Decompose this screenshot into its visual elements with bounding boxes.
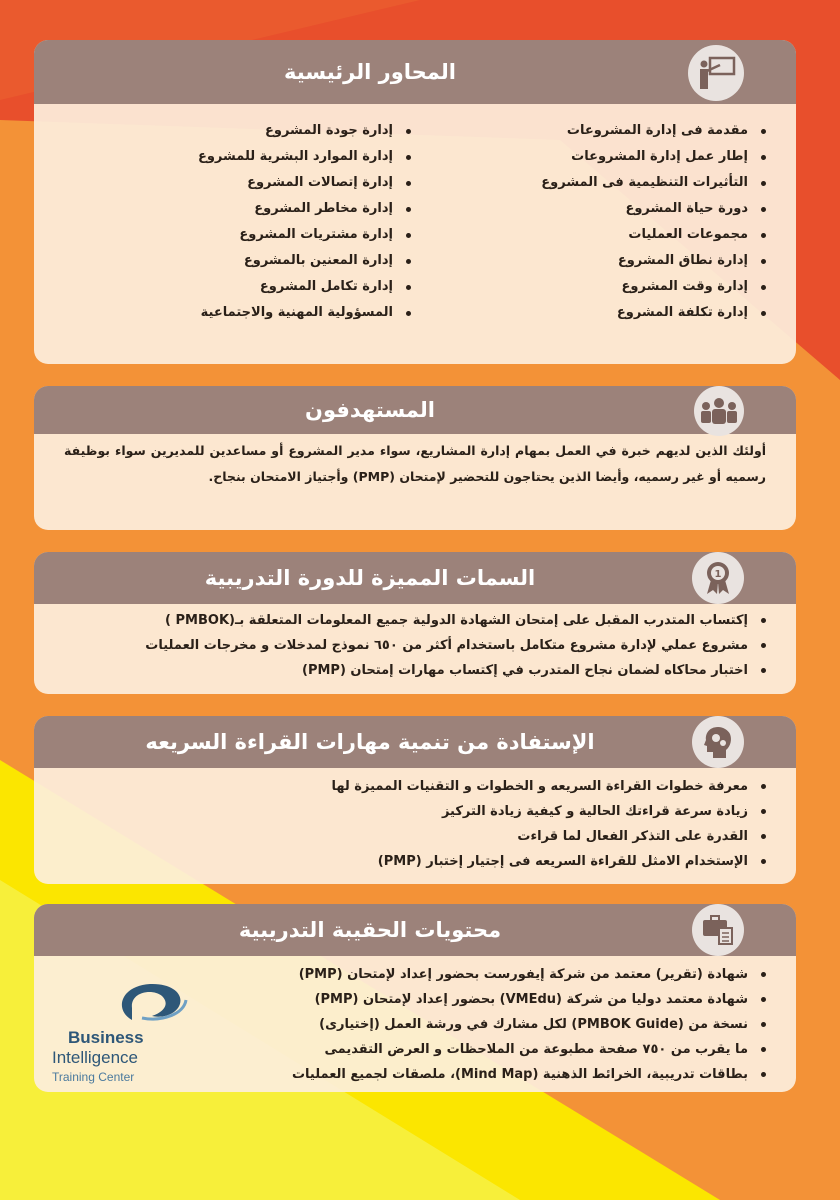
list-item: إدارة جودة المشروع (60, 118, 415, 144)
list-item: مجموعات العمليات (415, 222, 770, 248)
list-item: بطاقات تدريبية، الخرائط الذهنية (Mind Map)، ملصقات لجميع العمليات (60, 1062, 770, 1087)
list-item: إدارة نطاق المشروع (415, 248, 770, 274)
kit-header (34, 904, 796, 956)
list-item: اختبار محاكاه لضمان نجاح المتدرب في إكتساب مهارات إمتحان (PMP) (60, 658, 770, 683)
list-item: إدارة الموارد البشرية للمشروع (60, 144, 415, 170)
main-axes-title: المحاور الرئيسية (284, 60, 456, 84)
list-item: التأثيرات التنظيمية فى المشروع (415, 170, 770, 196)
list-item: معرفة خطوات القراءة السريعه و الخطوات و التقنيات المميزة لها (60, 774, 770, 799)
target-panel (34, 386, 796, 530)
list-item: مقدمة فى إدارة المشروعات (415, 118, 770, 144)
list-item: إدارة مخاطر المشروع (60, 196, 415, 222)
list-item: الإستخدام الامثل للقراءة السريعه فى إجتيار إختبار (PMP) (60, 849, 770, 874)
logo-line-business: Business (68, 1028, 144, 1047)
features-title: السمات المميزة للدورة التدريبية (204, 566, 536, 590)
business-intelligence-logo (48, 980, 188, 1090)
features-list (60, 608, 770, 683)
speed-reading-list (60, 774, 770, 874)
list-item: إطار عمل إدارة المشروعات (415, 144, 770, 170)
list-item: ما يقرب من ٧٥٠ صفحة مطبوعة من الملاحظات و العرض التقديمى (60, 1037, 770, 1062)
logo-line-intelligence: Intelligence (52, 1048, 139, 1067)
main-axes-header (34, 40, 796, 104)
speed-reading-title: الإستفادة من تنمية مهارات القراءة السريعه (145, 730, 595, 754)
list-item: إدارة تكامل المشروع (60, 274, 415, 300)
list-item: إكتساب المتدرب المقبل على إمتحان الشهادة الدولية جميع المعلومات المتعلقة بـ(PMBOK ) (60, 608, 770, 633)
list-item: دورة حياة المشروع (415, 196, 770, 222)
list-item: نسخة من (PMBOK Guide) لكل مشارك في ورشة العمل (إختيارى) (60, 1012, 770, 1037)
list-item: إدارة وقت المشروع (415, 274, 770, 300)
list-item: المسؤولية المهنية والاجتماعية (60, 300, 415, 326)
features-header (34, 552, 796, 604)
list-item: مشروع عملي لإدارة مشروع متكامل باستخدام أكثر من ٦٥٠ نموذج لمدخلات و مخرجات العمليات (60, 633, 770, 658)
logo-line-training-center: Training Center (52, 1070, 135, 1084)
list-item: إدارة مشتريات المشروع (60, 222, 415, 248)
svg-text:1: 1 (714, 569, 722, 580)
team-icon (694, 386, 744, 436)
list-item: إدارة تكلفة المشروع (415, 300, 770, 326)
target-title: المستهدفون (305, 398, 435, 422)
list-item: شهادة معتمد دوليا من شركة (VMEdu) بحضور إعداد لإمتحان (PMP) (60, 987, 770, 1012)
speed-reading-panel (34, 716, 796, 884)
main-axes-panel (34, 40, 796, 364)
main-axes-right-list (415, 118, 770, 326)
target-header (34, 386, 796, 434)
list-item: إدارة إتصالات المشروع (60, 170, 415, 196)
kit-title: محتويات الحقيبة التدريبية (238, 918, 502, 942)
list-item: إدارة المعنين بالمشروع (60, 248, 415, 274)
main-axes-left-list (60, 118, 415, 326)
list-item: زيادة سرعة قراءتك الحالية و كيفية زيادة التركيز (60, 799, 770, 824)
presentation-icon (688, 45, 744, 101)
award-badge-icon (692, 552, 744, 604)
logo-swoosh-icon (112, 980, 192, 1028)
head-gears-icon (692, 716, 744, 768)
features-panel (34, 552, 796, 694)
list-item: شهادة (تقرير) معتمد من شركة إيفورست بحضور إعداد لإمتحان (PMP) (60, 962, 770, 987)
target-description: أولئك الذين لديهم خبرة في العمل بمهام إدارة المشاريع، سواء مدير المشروع أو مساعدين للمديرين سواء بوظيفة رسميه أو غير رسميه، وأيضا الذين يحتاجون للتحضير لإمتحان (PMP) وأجتياز الامتحان بنجاح. (64, 443, 766, 484)
briefcase-document-icon (692, 904, 744, 956)
list-item: القدرة على التذكر الفعال لما قراءت (60, 824, 770, 849)
speed-reading-header (34, 716, 796, 768)
